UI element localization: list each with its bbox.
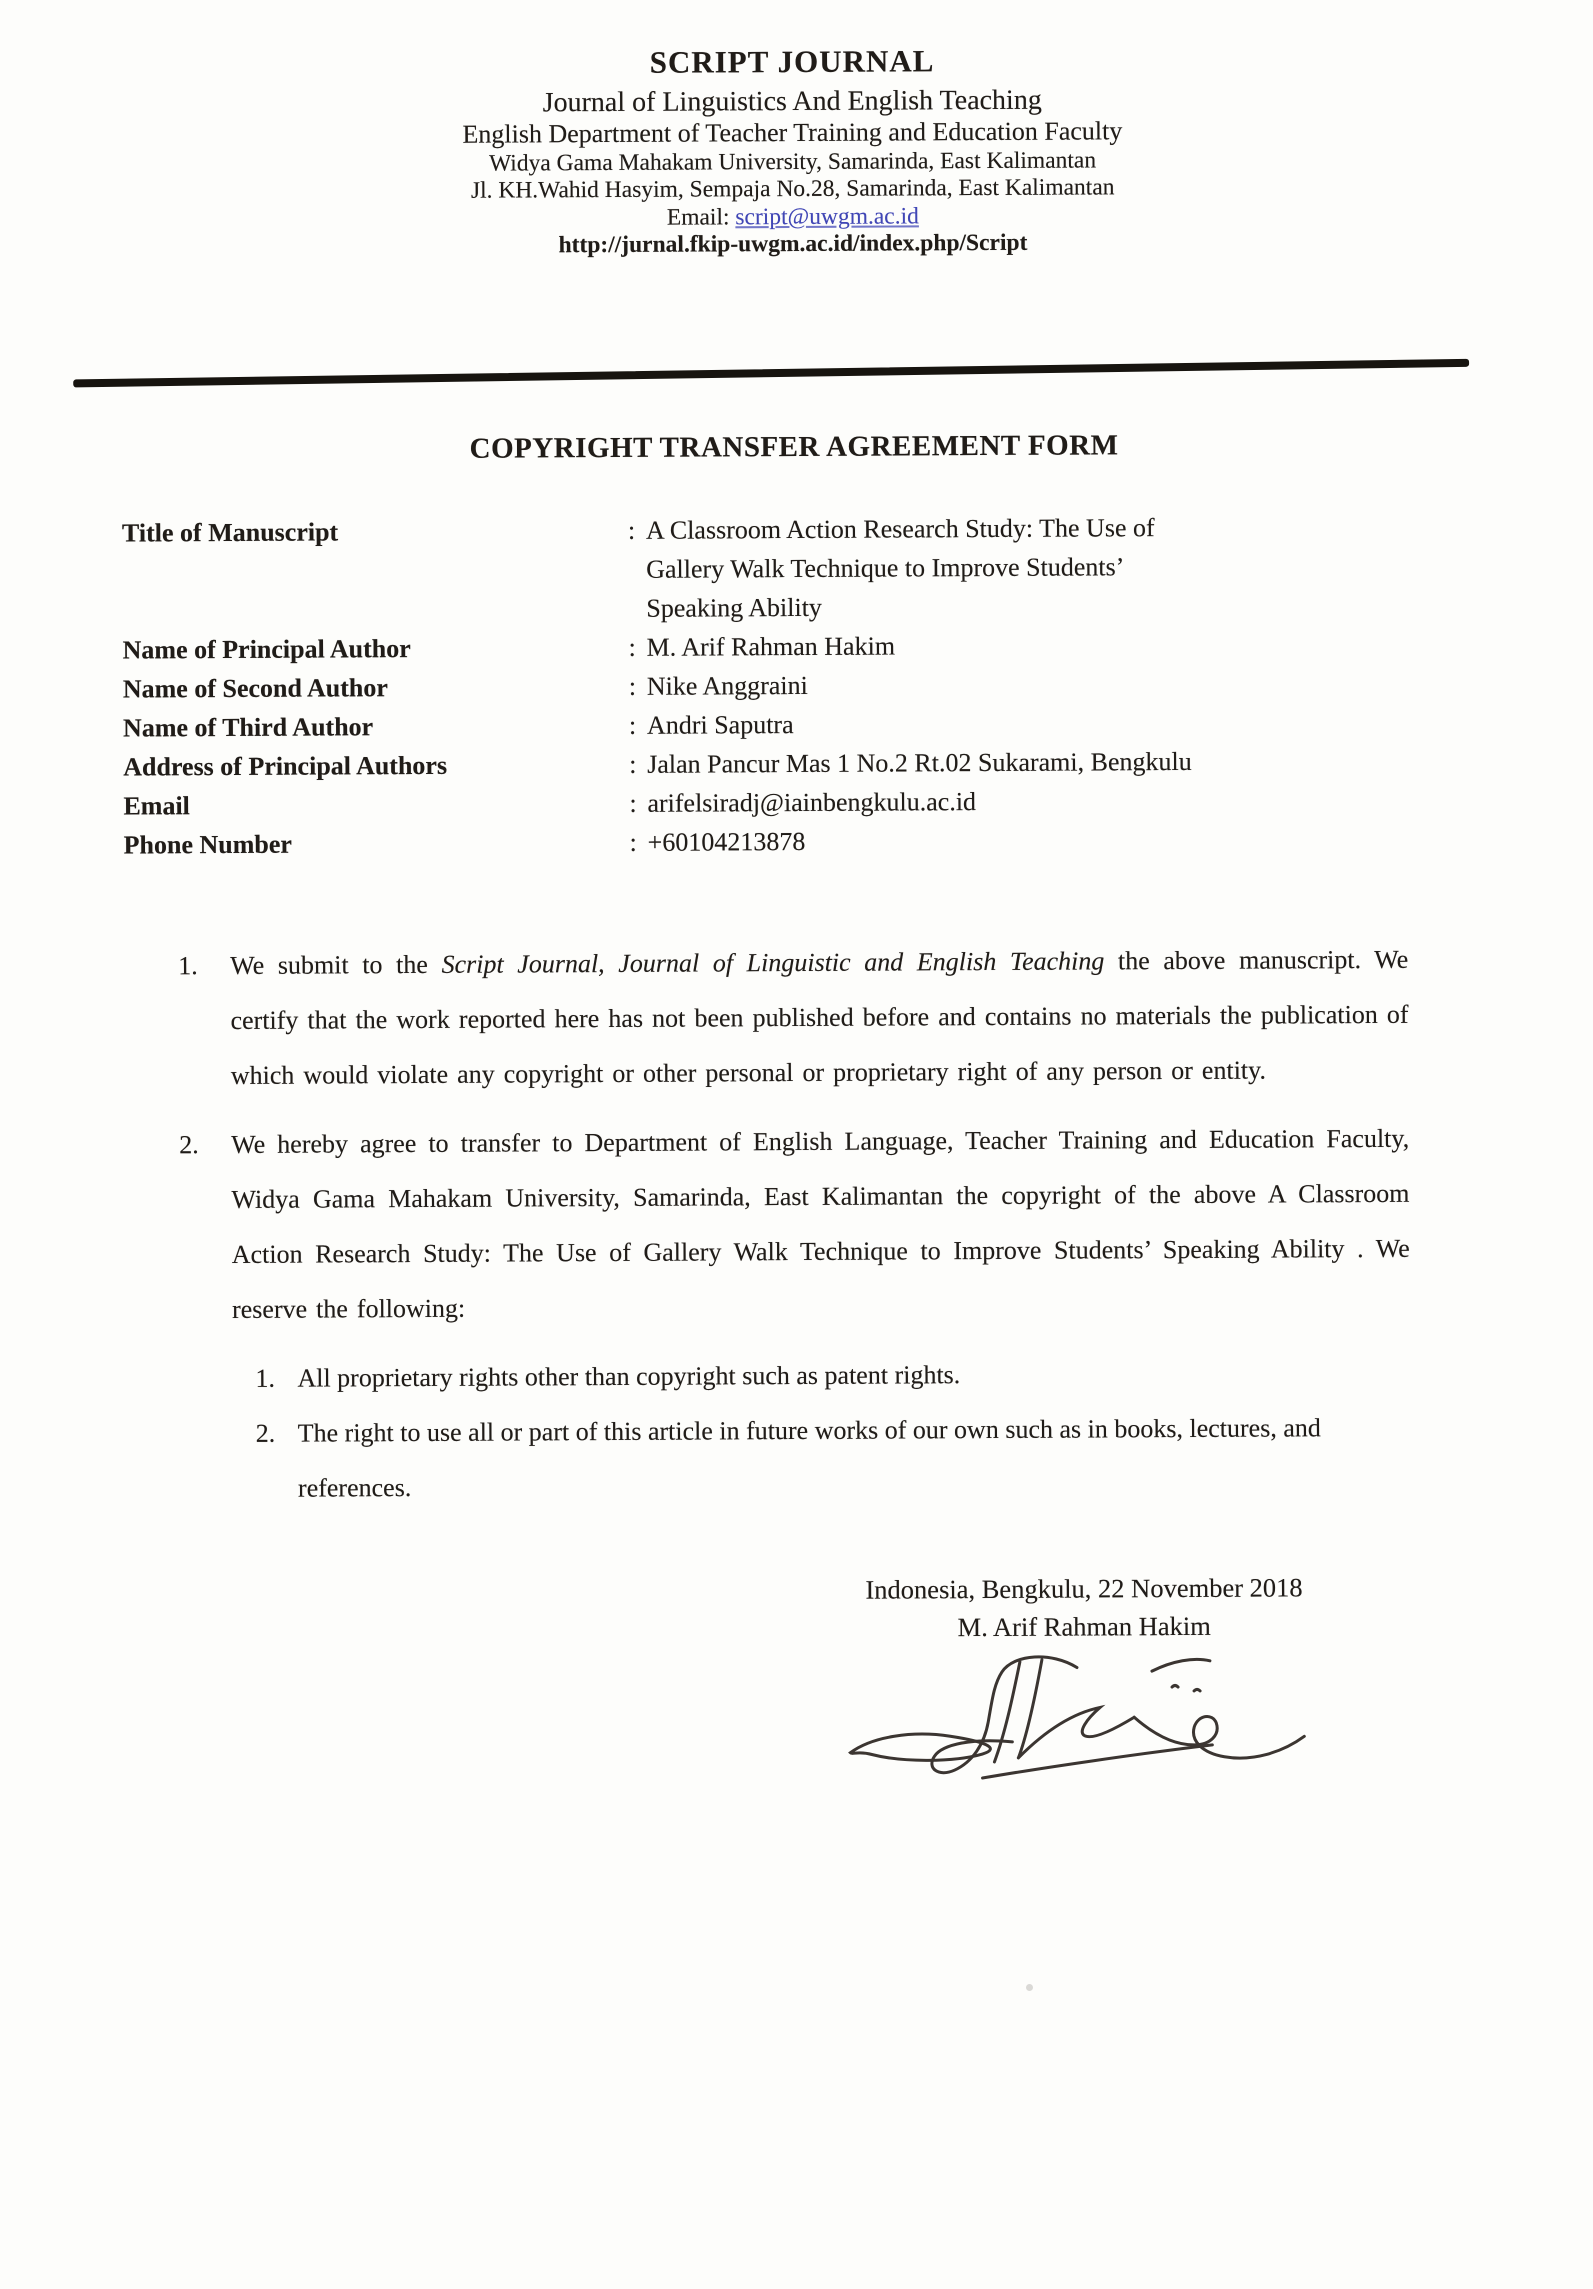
field-separator: : <box>628 632 636 662</box>
term-number: 2. <box>179 1129 199 1159</box>
field-label: Title of Manuscript <box>121 516 339 548</box>
form-title: COPYRIGHT TRANSFER AGREEMENT FORM <box>469 428 1119 465</box>
street-address-line: Jl. KH.Wahid Hasyim, Sempaja No.28, Samarinda, East Kalimantan <box>470 174 1115 204</box>
term-text: We hereby agree to transfer to Department of English Language, Teacher Training and Education Faculty, Widya Gama Mahakam University, Samarinda, East Kalimantan the copyright of the above A Classroom Action Research Study: The Use of Gallery Walk Technique to Improve Students’ Speaking Ability . We reserve the following: <box>231 1123 1410 1324</box>
field-value: +60104213878 <box>647 826 806 857</box>
field-label: Name of Second Author <box>122 672 388 704</box>
field-label: Name of Principal Author <box>122 633 411 665</box>
form-row-title-of-manuscript <box>122 505 1592 630</box>
term-item-2 <box>179 1109 1593 1336</box>
field-label: Name of Third Author <box>122 711 374 743</box>
journal-name-italic: Script Journal, Journal of Linguistic and English Teaching <box>441 945 1105 979</box>
website-url: http://jurnal.fkip-uwgm.ac.id/index.php/Script <box>558 230 1028 259</box>
place-and-date: Indonesia, Bengkulu, 22 November 2018 <box>865 1571 1303 1605</box>
agreement-terms-list <box>178 930 1593 1336</box>
signer-name: M. Arif Rahman Hakim <box>957 1610 1211 1642</box>
email-link[interactable]: script@uwgm.ac.id <box>735 203 919 231</box>
manuscript-form <box>122 505 1593 864</box>
field-label: Phone Number <box>123 829 292 860</box>
signature-block <box>801 1568 1366 1647</box>
field-value: Jalan Pancur Mas 1 No.2 Rt.02 Sukarami, Bengkulu <box>647 746 1192 779</box>
sub-term-item-2 <box>256 1398 1593 1515</box>
term-number: 1. <box>178 950 198 980</box>
reserved-rights-sublist <box>255 1343 1593 1515</box>
field-separator: : <box>629 788 637 818</box>
term-item-1 <box>178 930 1593 1102</box>
department-line: English Department of Teacher Training and Education Faculty <box>462 116 1123 150</box>
term-text-segment: the above manuscript. We certify that the work reported here has not been published before and contains no materials the publication of which would violate any copyright or other personal or proprietary right of any person or entity. <box>230 944 1409 1090</box>
university-line: Widya Gama Mahakam University, Samarinda, East Kalimantan <box>488 146 1097 177</box>
field-separator: : <box>627 515 636 545</box>
field-label: Email <box>123 790 190 821</box>
field-value: arifelsiradj@iainbengkulu.ac.id <box>647 786 977 818</box>
field-separator: : <box>629 749 637 779</box>
scan-speck <box>1026 1984 1033 1991</box>
sub-term-number: 1. <box>255 1363 275 1393</box>
handwritten-signature <box>842 1648 1313 1805</box>
field-separator: : <box>629 827 637 857</box>
header-rule <box>73 358 1469 387</box>
journal-name: SCRIPT JOURNAL <box>649 43 935 80</box>
sub-term-number: 2. <box>255 1418 276 1448</box>
term-text-segment: We submit to the <box>230 949 442 980</box>
field-value: Andri Saputra <box>646 709 794 740</box>
field-value: M. Arif Rahman Hakim <box>646 631 896 662</box>
journal-letterhead <box>0 0 1590 263</box>
term-text <box>230 931 1409 1102</box>
sub-term-item-1 <box>255 1343 1593 1405</box>
email-label: Email: <box>666 204 730 231</box>
journal-subtitle: Journal of Linguistics And English Teaching <box>542 84 1042 119</box>
field-separator: : <box>628 671 637 701</box>
signature-image <box>842 1648 1313 1805</box>
sub-term-text: All proprietary rights other than copyright such as patent rights. <box>297 1359 961 1393</box>
field-value: Nike Anggraini <box>646 670 808 701</box>
field-separator: : <box>628 710 637 740</box>
field-label: Address of Principal Authors <box>123 750 448 782</box>
sub-term-text: The right to use all or part of this article in future works of our own such as in books, lectures, and references. <box>297 1412 1321 1503</box>
form-row-phone <box>124 817 1593 864</box>
field-value: A Classroom Action Research Study: The Use of Gallery Walk Technique to Improve Students’ Speaking Ability <box>645 512 1155 623</box>
